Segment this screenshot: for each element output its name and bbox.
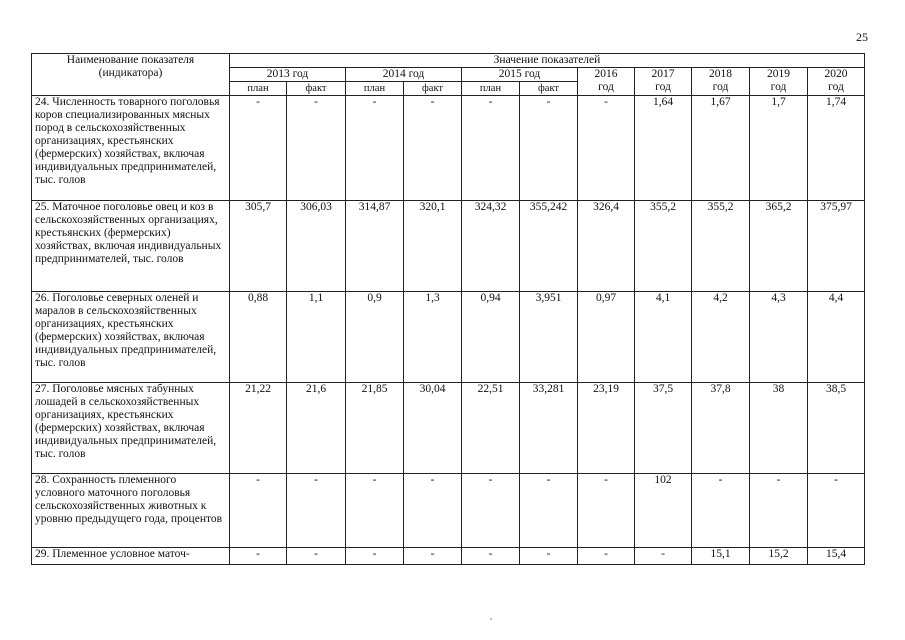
row-value: 4,1 xyxy=(635,292,692,383)
row-value: 1,3 xyxy=(404,292,462,383)
header-plan-2014: план xyxy=(346,82,404,96)
header-year-label: 2020 xyxy=(824,68,848,80)
row-value: 355,2 xyxy=(635,201,692,292)
row-value: 21,6 xyxy=(287,383,346,474)
row-value: 3,951 xyxy=(520,292,578,383)
header-plan-2013: план xyxy=(230,82,287,96)
row-value: 30,04 xyxy=(404,383,462,474)
row-value: 0,88 xyxy=(230,292,287,383)
row-value: 326,4 xyxy=(578,201,635,292)
row-value: 306,03 xyxy=(287,201,346,292)
row-value: 355,242 xyxy=(520,201,578,292)
header-year-unit: год xyxy=(712,81,729,93)
header-fact-2015: факт xyxy=(520,82,578,96)
table-row xyxy=(32,96,865,201)
row-value: 21,85 xyxy=(346,383,404,474)
row-value: 4,2 xyxy=(692,292,750,383)
row-value: - xyxy=(578,96,635,201)
header-year-2015: 2015 год xyxy=(462,68,578,82)
row-value: - xyxy=(404,548,462,565)
row-value: - xyxy=(635,548,692,565)
header-plan-2015: план xyxy=(462,82,520,96)
row-value: - xyxy=(692,474,750,548)
row-name: 24. Численность товарного поголовья коров специализированных мясных пород в сельскохозяйственных организациях, крестьянских (фермерских) хозяйствах, включая индивидуальных предпринимателей, тыс. голов xyxy=(32,96,230,201)
row-name: 26. Поголовье северных оленей и маралов в сельскохозяйственных организациях, крестьянских (фермерских) хозяйствах, включая индивидуальных предпринимателей, тыс. голов xyxy=(32,292,230,383)
row-value: 15,1 xyxy=(692,548,750,565)
table-row xyxy=(32,201,865,292)
header-year-2016 xyxy=(578,68,635,96)
table-row xyxy=(32,383,865,474)
row-value: - xyxy=(230,548,287,565)
row-value: 23,19 xyxy=(578,383,635,474)
table-row xyxy=(32,548,865,565)
scan-speck xyxy=(490,618,492,620)
row-value: 320,1 xyxy=(404,201,462,292)
row-value: 314,87 xyxy=(346,201,404,292)
row-value: 0,9 xyxy=(346,292,404,383)
row-value: 33,281 xyxy=(520,383,578,474)
row-value: 1,74 xyxy=(808,96,865,201)
header-values-title: Значение показателей xyxy=(230,54,865,68)
row-name: 27. Поголовье мясных табунных лошадей в сельскохозяйственных организациях, крестьянских (фермерских) хозяйствах, включая индивидуальных предпринимателей, тыс. голов xyxy=(32,383,230,474)
row-value: - xyxy=(578,474,635,548)
row-value: - xyxy=(404,474,462,548)
page-number: 25 xyxy=(856,30,868,44)
row-value: - xyxy=(808,474,865,548)
header-year-unit: год xyxy=(655,81,671,93)
header-year-unit: год xyxy=(828,81,844,93)
row-value: - xyxy=(287,548,346,565)
row-value: 4,3 xyxy=(750,292,808,383)
indicators-table xyxy=(31,53,865,565)
row-value: 37,5 xyxy=(635,383,692,474)
row-value: 21,22 xyxy=(230,383,287,474)
row-value: - xyxy=(520,474,578,548)
row-value: 102 xyxy=(635,474,692,548)
row-value: 4,4 xyxy=(808,292,865,383)
header-fact-2014: факт xyxy=(404,82,462,96)
row-value: - xyxy=(520,548,578,565)
row-value: - xyxy=(462,96,520,201)
row-value: - xyxy=(230,96,287,201)
row-value: - xyxy=(462,474,520,548)
row-name: 29. Племенное условное маточ- xyxy=(32,548,230,565)
header-fact-2013: факт xyxy=(287,82,346,96)
row-value: - xyxy=(462,548,520,565)
row-value: 375,97 xyxy=(808,201,865,292)
header-year-2014: 2014 год xyxy=(346,68,462,82)
row-value: 305,7 xyxy=(230,201,287,292)
header-year-label: 2016 xyxy=(594,68,618,80)
row-value: - xyxy=(346,96,404,201)
header-year-2019 xyxy=(750,68,808,96)
row-value: - xyxy=(346,474,404,548)
row-value: - xyxy=(287,96,346,201)
row-value: - xyxy=(520,96,578,201)
row-value: 1,64 xyxy=(635,96,692,201)
row-value: 355,2 xyxy=(692,201,750,292)
header-year-unit: год xyxy=(598,81,614,93)
row-value: 37,8 xyxy=(692,383,750,474)
row-value: - xyxy=(287,474,346,548)
row-value: 1,1 xyxy=(287,292,346,383)
header-year-2013: 2013 год xyxy=(230,68,346,82)
row-value: 1,67 xyxy=(692,96,750,201)
header-indicator-name: Наименование показателя (индикатора) xyxy=(32,54,230,96)
row-value: 0,97 xyxy=(578,292,635,383)
row-value: 324,32 xyxy=(462,201,520,292)
header-year-2020 xyxy=(808,68,865,96)
header-year-unit: год xyxy=(770,81,787,93)
row-name: 25. Маточное поголовье овец и коз в сельскохозяйственных организациях, крестьянских (фермерских) хозяйствах, включая индивидуальных предпринимателей, тыс. голов xyxy=(32,201,230,292)
row-value: - xyxy=(404,96,462,201)
header-year-label: 2017 xyxy=(651,68,675,80)
row-value: 365,2 xyxy=(750,201,808,292)
header-year-2017 xyxy=(635,68,692,96)
row-value: - xyxy=(750,474,808,548)
row-value: - xyxy=(346,548,404,565)
header-year-label: 2019 xyxy=(767,68,790,80)
row-value: 38 xyxy=(750,383,808,474)
row-value: 38,5 xyxy=(808,383,865,474)
table-row xyxy=(32,474,865,548)
row-name: 28. Сохранность племенного условного маточного поголовья сельскохозяйственных животных к уровню предыдущего года, процентов xyxy=(32,474,230,548)
row-value: 15,4 xyxy=(808,548,865,565)
row-value: 1,7 xyxy=(750,96,808,201)
row-value: 22,51 xyxy=(462,383,520,474)
header-year-2018 xyxy=(692,68,750,96)
row-value: - xyxy=(230,474,287,548)
row-value: 0,94 xyxy=(462,292,520,383)
header-year-label: 2018 xyxy=(709,68,732,80)
table-row xyxy=(32,292,865,383)
row-value: 15,2 xyxy=(750,548,808,565)
row-value: - xyxy=(578,548,635,565)
